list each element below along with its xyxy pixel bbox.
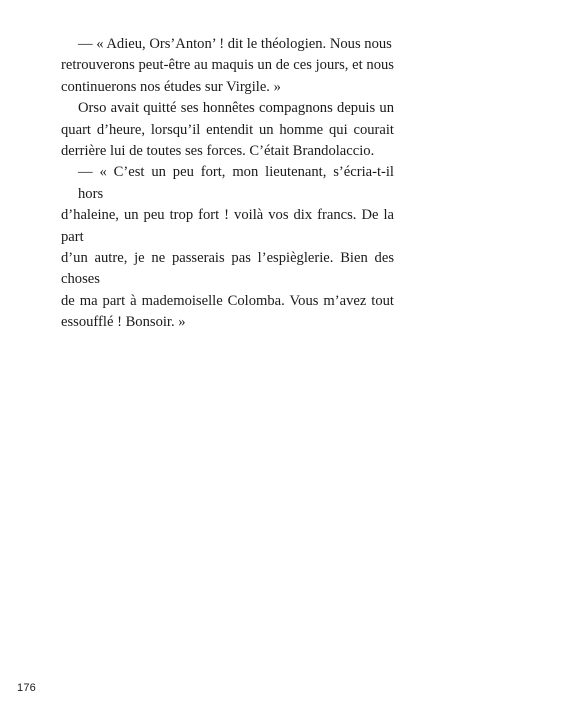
body-text — [61, 34, 394, 334]
text-line: de ma part à mademoiselle Colomba. Vous m’avez tout — [61, 292, 394, 309]
text-line: Orso avait quitté ses honnêtes compagnons depuis un — [78, 100, 394, 117]
text-line: continuerons nos études sur Virgile. » — [61, 78, 281, 95]
text-line: derrière lui de toutes ses forces. C’était Brandolaccio. — [61, 143, 375, 160]
page-number: 176 — [17, 682, 36, 694]
text-line: retrouverons peut-être au maquis un de ces jours, et nous — [61, 57, 394, 74]
text-line: quart d’heure, lorsqu’il entendit un homme qui courait — [61, 121, 394, 138]
text-line: essoufflé ! Bonsoir. » — [61, 314, 186, 331]
text-line: — « Adieu, Ors’Anton’ ! dit le théologien. Nous nous — [78, 36, 392, 52]
text-line: — « C’est un peu fort, mon lieutenant, s’écria-t-il hors — [78, 164, 394, 202]
text-line: d’un autre, je ne passerais pas l’espièglerie. Bien des choses — [61, 250, 394, 288]
text-line: d’haleine, un peu trop fort ! voilà vos dix francs. De la part — [61, 207, 394, 245]
